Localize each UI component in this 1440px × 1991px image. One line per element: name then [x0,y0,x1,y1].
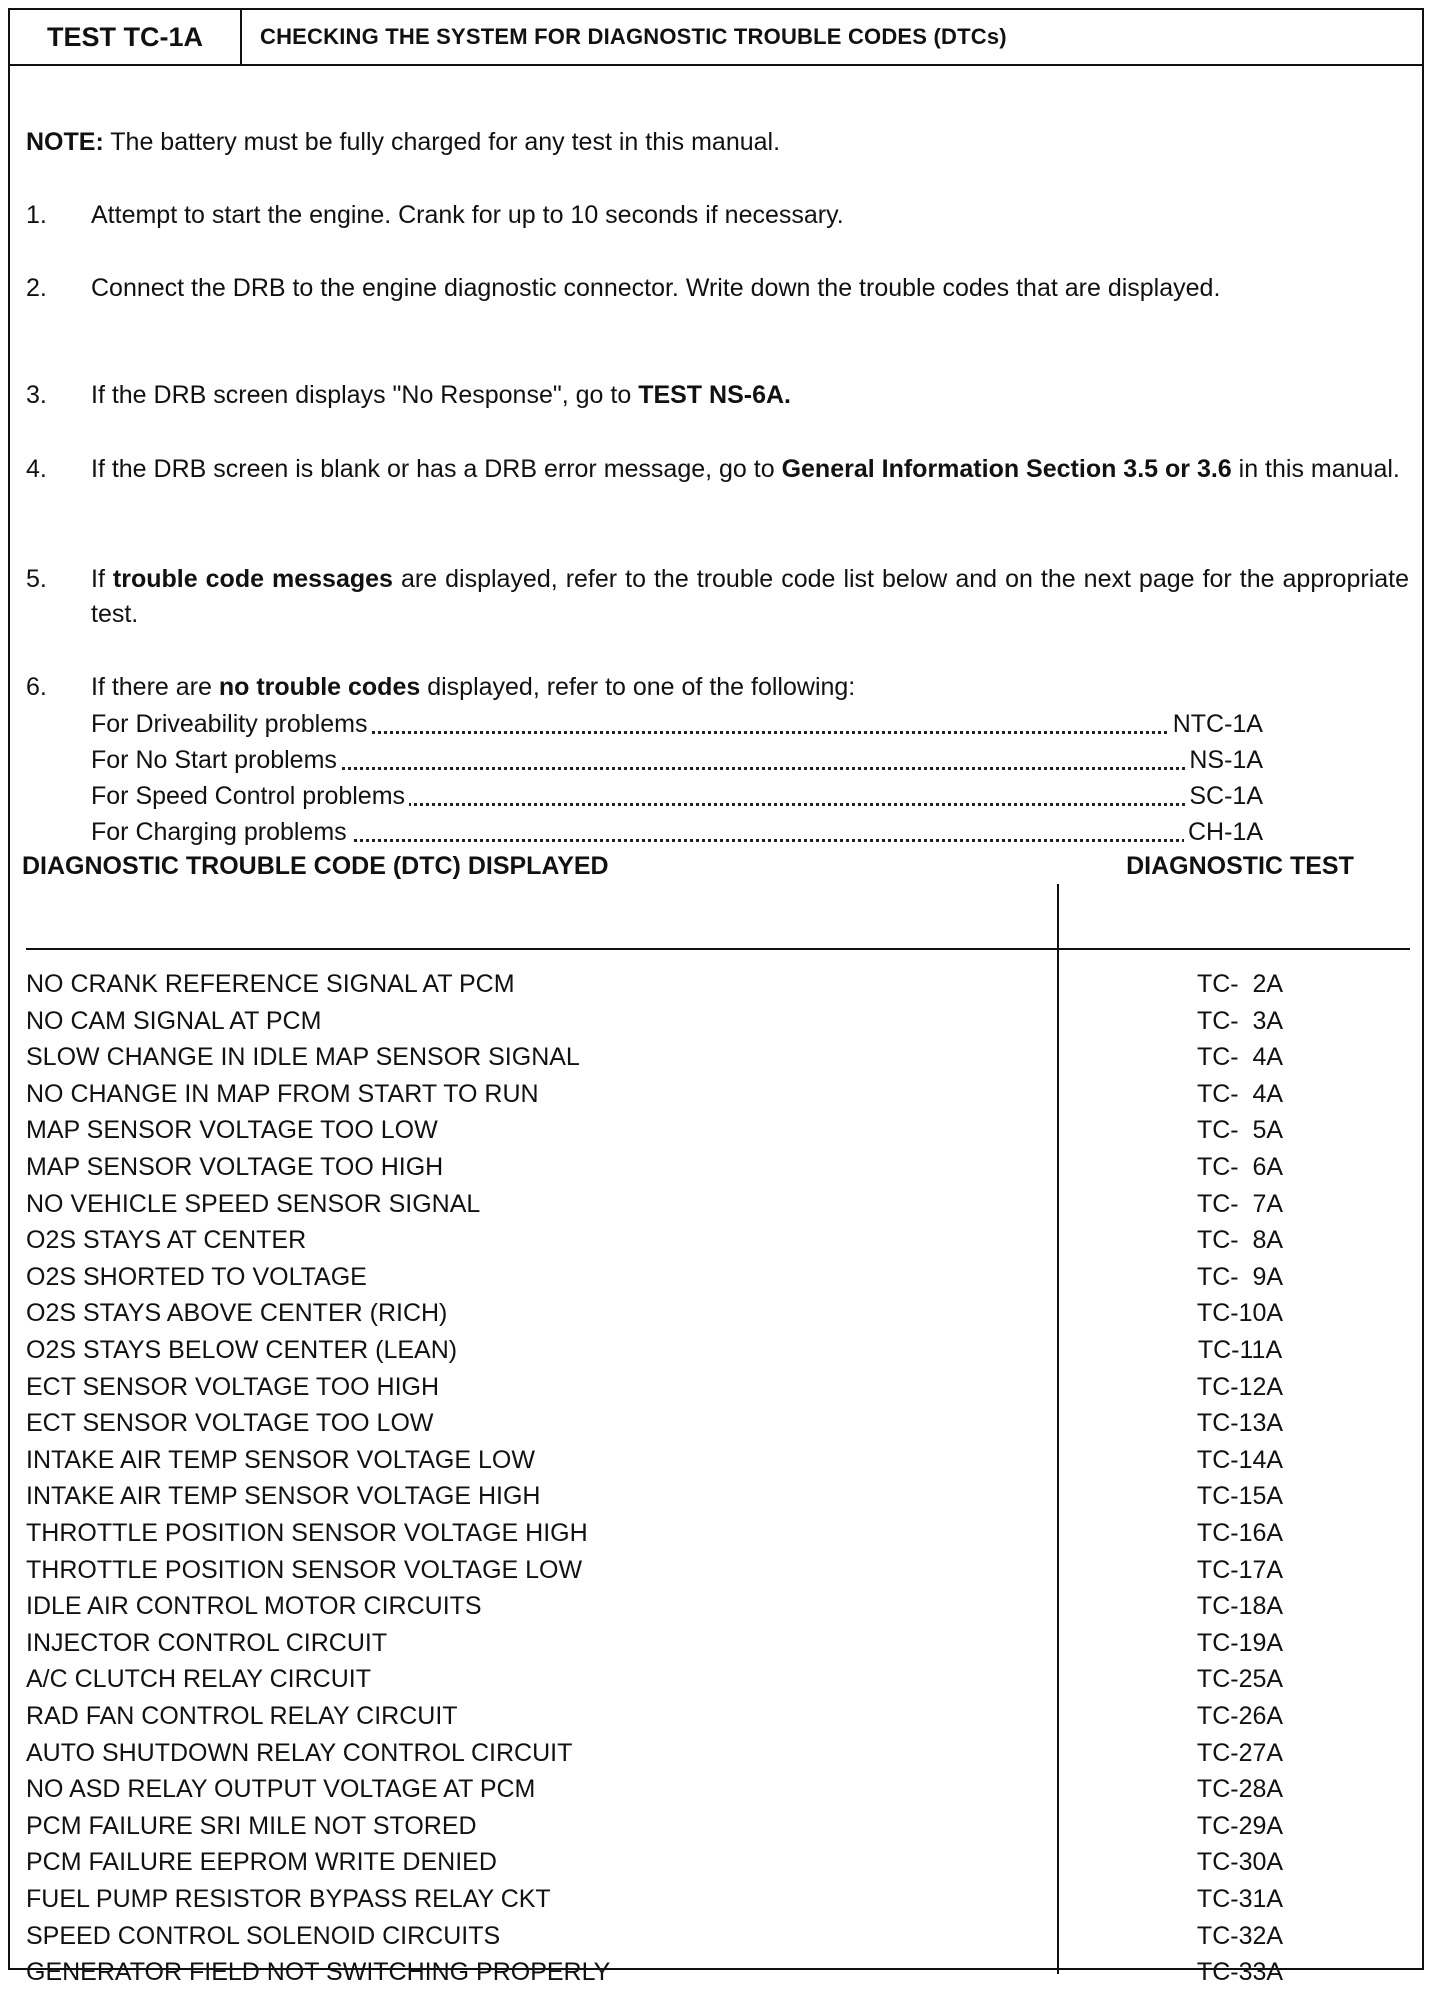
diagnostic-test: TC-18A [1196,1592,1284,1621]
diagnostic-test: TC-30A [1196,1848,1284,1877]
reference-line [91,742,1263,778]
dtc-description: THROTTLE POSITION SENSOR VOLTAGE HIGH [26,1519,588,1547]
reference-label: For Charging problems [91,814,351,850]
table-row [10,1076,1410,1113]
dtc-description: PCM FAILURE EEPROM WRITE DENIED [26,1848,497,1877]
dtc-description: O2S SHORTED TO VOLTAGE [26,1262,367,1291]
table-row [10,1369,1410,1406]
diagnostic-test: TC-15A [1196,1482,1284,1511]
table-row [10,1259,1410,1296]
reference-line [91,778,1263,814]
dtc-description: PCM FAILURE SRI MILE NOT STORED [26,1811,477,1840]
table-header-divider [26,948,1410,950]
reference-test: NS-1A [1185,742,1263,778]
dtc-description: ECT SENSOR VOLTAGE TOO HIGH [26,1372,440,1401]
step-number: 5. [26,565,47,593]
test-id: TEST TC-1A [10,10,242,64]
dtc-description: O2S STAYS BELOW CENTER (LEAN) [26,1336,458,1364]
diagnostic-test: TC-13A [1196,1409,1284,1438]
dtc-description: NO VEHICLE SPEED SENSOR SIGNAL [26,1189,481,1218]
diagnostic-test: TC-12A [1196,1372,1284,1401]
document-frame [8,8,1424,1987]
diagnostic-test: TC-33A [1196,1958,1284,1987]
diagnostic-test: TC-19A [1196,1628,1284,1657]
dtc-description: MAP SENSOR VOLTAGE TOO HIGH [26,1153,444,1181]
table-row [10,1552,1410,1589]
dtc-description: MAP SENSOR VOLTAGE TOO LOW [26,1116,438,1145]
table-row [10,1771,1410,1808]
diagnostic-test: TC-28A [1196,1775,1284,1804]
step-text [91,562,1409,632]
step-text [91,670,1409,705]
diagnostic-test: TC-10A [1196,1299,1284,1328]
dtc-description: GENERATOR FIELD NOT SWITCHING PROPERLY [26,1958,611,1987]
step-text [91,198,1409,233]
reference-label: For Driveability problems [91,706,371,742]
table-row [10,1918,1410,1955]
reference-label: For Speed Control problems [91,778,409,814]
step-number: 4. [26,455,47,483]
diagnostic-test: TC- 2A [1196,970,1284,998]
step-number: 6. [26,673,47,701]
diagnostic-test: TC-26A [1196,1702,1284,1730]
step-text-part: are displayed, refer to the trouble code list below and on the next page for the appropriate test. [91,565,1409,628]
dtc-description: NO CRANK REFERENCE SIGNAL AT PCM [26,970,515,998]
table-row [10,1222,1410,1259]
dtc-description: SPEED CONTROL SOLENOID CIRCUITS [26,1921,501,1950]
step-text-part: If the DRB screen is blank or has a DRB error message, go to [91,455,782,483]
table-row [10,1478,1410,1515]
table-row [10,1588,1410,1625]
diagnostic-test: TC- 5A [1196,1116,1284,1145]
table-row [10,1405,1410,1442]
reference-line [91,706,1263,742]
table-row [10,1112,1410,1149]
diagnostic-test: TC- 3A [1196,1006,1284,1035]
table-row [10,1295,1410,1332]
dtc-description: INTAKE AIR TEMP SENSOR VOLTAGE LOW [26,1445,535,1474]
diagnostic-test: TC-27A [1196,1738,1284,1767]
diagnostic-test: TC- 8A [1196,1226,1284,1255]
step-text-part: displayed, refer to one of the following: [420,673,856,701]
dtc-description: NO CAM SIGNAL AT PCM [26,1006,322,1035]
step-text-bold: trouble code messages [112,565,393,593]
dtc-description: ECT SENSOR VOLTAGE TOO LOW [26,1409,434,1438]
reference-label: For No Start problems [91,742,341,778]
diagnostic-test: TC-29A [1196,1811,1284,1840]
table-row [10,1186,1410,1223]
table-row [10,1661,1410,1698]
dtc-description: O2S STAYS AT CENTER [26,1226,307,1255]
step-text-bold: General Information Section 3.5 or 3.6 [781,455,1232,483]
step-text [91,271,1409,306]
dtc-column-header: DIAGNOSTIC TROUBLE CODE (DTC) DISPLAYED [22,852,609,880]
diagnostic-test: TC- 4A [1196,1043,1284,1072]
table-row [10,1808,1410,1845]
step-text-bold: TEST NS-6A. [638,381,791,409]
table-row [10,1515,1410,1552]
table-row [10,1844,1410,1881]
diagnostic-test: TC-14A [1196,1445,1284,1474]
diagnostic-test: TC- 7A [1196,1189,1284,1218]
dtc-description: O2S STAYS ABOVE CENTER (RICH) [26,1299,448,1328]
step-number: 1. [26,201,47,229]
diagnostic-test: TC- 9A [1196,1262,1284,1291]
test-title: CHECKING THE SYSTEM FOR DIAGNOSTIC TROUBLE CODES (DTCs) [260,24,1007,49]
dtc-description: AUTO SHUTDOWN RELAY CONTROL CIRCUIT [26,1738,573,1767]
step-text-part: Attempt to start the engine. Crank for up to 10 seconds if necessary. [91,201,844,229]
note-text: The battery must be fully charged for any test in this manual. [103,128,781,156]
test-header [10,10,1422,66]
table-row [10,1625,1410,1662]
table-row [10,1954,1410,1991]
table-row [10,1003,1410,1040]
dtc-table-header [10,830,1410,902]
step-text-part: Connect the DRB to the engine diagnostic connector. Write down the trouble codes that are displayed. [91,274,1221,302]
step-text-part: If the DRB screen displays "No Response", go to [91,381,639,409]
dtc-description: FUEL PUMP RESISTOR BYPASS RELAY CKT [26,1885,551,1913]
table-row [10,1149,1410,1186]
step-text-part: in this manual. [1231,455,1400,483]
table-row [10,1039,1410,1076]
dtc-description: NO ASD RELAY OUTPUT VOLTAGE AT PCM [26,1775,536,1804]
note [26,128,780,157]
dtc-description: THROTTLE POSITION SENSOR VOLTAGE LOW [26,1555,583,1584]
diagnostic-test: TC- 6A [1196,1153,1284,1181]
dtc-description: SLOW CHANGE IN IDLE MAP SENSOR SIGNAL [26,1043,580,1072]
table-row [10,1735,1410,1772]
reference-test: NTC-1A [1169,706,1263,742]
dtc-description: IDLE AIR CONTROL MOTOR CIRCUITS [26,1592,482,1621]
dtc-description: INJECTOR CONTROL CIRCUIT [26,1628,388,1657]
dtc-description: A/C CLUTCH RELAY CIRCUIT [26,1665,371,1694]
step-text-part: If there are [91,673,219,701]
step-text [91,452,1409,487]
step-text-bold: no trouble codes [218,673,421,701]
dtc-description: NO CHANGE IN MAP FROM START TO RUN [26,1079,539,1108]
dtc-description: RAD FAN CONTROL RELAY CIRCUIT [26,1702,458,1730]
diagnostic-test: TC- 4A [1196,1079,1284,1108]
dtc-description: INTAKE AIR TEMP SENSOR VOLTAGE HIGH [26,1482,541,1511]
table-row [10,1332,1410,1369]
table-row [10,1442,1410,1479]
note-label: NOTE: [26,128,104,156]
diagnostic-test: TC-17A [1196,1555,1284,1584]
reference-test: CH-1A [1184,814,1263,850]
diagnostic-test: TC-32A [1196,1921,1284,1950]
step-text-part: If [91,565,113,593]
diagnostic-test: TC-31A [1196,1885,1284,1913]
table-row [10,966,1410,1003]
step-text [91,378,1409,413]
diagnostic-test: TC-25A [1196,1665,1284,1694]
step-number: 2. [26,274,47,302]
table-row [10,1698,1410,1735]
table-row [10,1881,1410,1918]
test-column-header: DIAGNOSTIC TEST [1126,852,1354,880]
diagnostic-test: TC-11A [1197,1336,1283,1364]
reference-test: SC-1A [1185,778,1263,814]
diagnostic-test: TC-16A [1196,1519,1284,1547]
step-number: 3. [26,381,47,409]
